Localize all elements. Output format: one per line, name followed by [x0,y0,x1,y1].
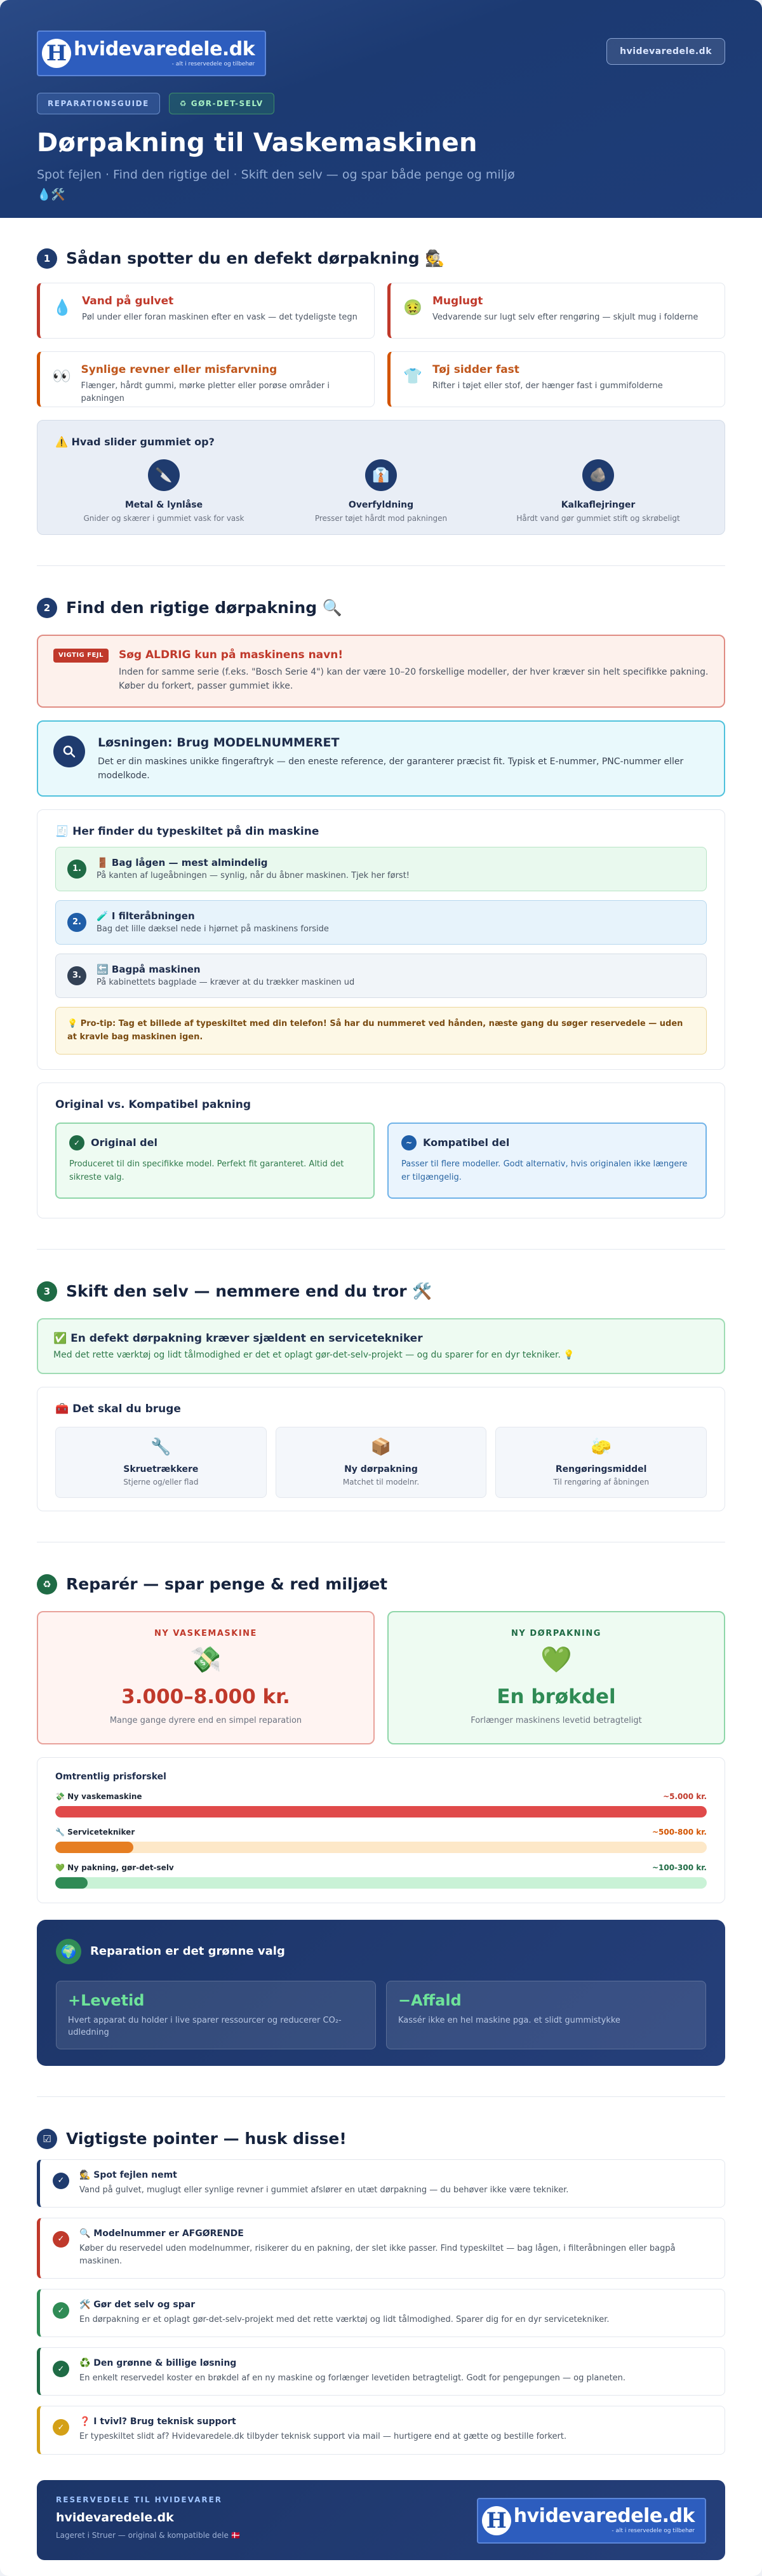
original-card [55,1123,375,1199]
warning-box [37,635,725,708]
symptom-title: Tøj sidder fast [432,363,519,376]
brand-tagline: - alt i reservedele og tilbehør [171,60,255,67]
point-title: ❓ I tvivl? Brug teknisk support [79,2417,236,2427]
footer [37,2480,725,2560]
bar-track [55,1842,707,1853]
eco-card [56,1981,376,2049]
step-text: Bag det lille dæksel nede i hjørnet på maskinens forside [97,924,329,934]
tools-title: 🧰 Det skal du bruge [55,1402,181,1415]
warning-title: Søg ALDRIG kun på maskinens navn! [118,649,344,661]
bar-value: ~500-800 kr. [652,1827,707,1837]
solution-title: Løsningen: Brug MODELNUMMERET [98,735,340,750]
step-text: På kanten af lugeåbningen — synlig, når du åbner maskinen. Tjek her først! [97,871,410,881]
page-title: Dørpakning til Vaskemaskinen [37,128,478,158]
bars-title: Omtrentlig prisforskel [55,1771,166,1782]
section-save [0,1574,762,2066]
symptom-card [37,283,375,339]
tilde-icon: ~ [401,1135,417,1150]
globe-icon: 🌍 [56,1939,81,1964]
step-number: 2. [67,913,86,932]
banner-title: ✅ En defekt dørpakning kræver sjældent en servicetekniker [53,1332,423,1345]
tool-title: Rengøringsmiddel [555,1464,647,1474]
eco-title: Reparation er det grønne valg [90,1945,285,1959]
symptom-text: Vedvarende sur lugt selv efter rengøring — skjult mug i folderne [432,313,698,322]
check-icon: ✓ [69,1135,84,1150]
location-step [55,900,707,945]
warning-tag: VIGTIG FEJL [53,649,109,663]
money-icon: 💸 [190,1645,222,1675]
key-point [37,2218,725,2279]
step-title: 🚪 Bag lågen — mest almindelig [97,857,268,869]
bar-track [55,1877,707,1889]
bar-value: ~5.000 kr. [663,1791,707,1801]
symptom-title: Muglugt [432,295,483,307]
point-text: Er typeskiltet slidt af? Hvidevaredele.dk tilbyder teknisk support via mail — hurtigere end at gætte og bestille forkert. [79,2432,567,2442]
point-title: ♻️ Den grønne & billige løsning [79,2358,237,2369]
bar-label: 💚 Ny pakning, gør-det-selv [55,1863,174,1872]
price-bar [55,1828,707,1853]
wear-item-title: Overfyldning [348,500,414,510]
warning-text: Inden for samme serie (f.eks. "Bosch Serie 4") kan der være 10–20 forskellige modeller, der hver kræver sin helt specifikke pakning. Køber du forkert, passer gummiet ikke. [118,667,709,692]
compare-box [37,1082,725,1218]
nameplate-title: 🧾 Her finder du typeskiltet på din maskine [55,825,319,838]
price-bar [55,1792,707,1817]
eyes-icon: 👀 [52,367,72,385]
knife-icon: 🔪 [148,459,180,491]
symptom-title: Vand på gulvet [82,295,174,307]
search-icon [53,736,85,767]
price-label: NY VASKEMASKINE [154,1628,257,1638]
footer-name[interactable]: hvidevaredele.dk [56,2510,174,2525]
bar-fill [55,1877,88,1889]
check-icon: ✓ [53,2173,69,2189]
step-title: 🧪 I filteråbningen [97,910,195,922]
tool-text: Stjerne og/eller flad [123,1477,199,1487]
solution-box [37,720,725,797]
point-title: 🔍 Modelnummer er AFGØRENDE [79,2228,244,2239]
section-diy [0,1281,762,1511]
brand-logo[interactable] [37,30,266,76]
eco-big: +Levetid [68,1991,145,2009]
eco-text: Hvert apparat du holder i live sparer ressourcer og reducerer CO₂-udledning [68,2015,342,2038]
step-title: 🔙 Bagpå maskinen [97,964,201,976]
package-icon: 📦 [370,1437,392,1457]
gasket-price [387,1611,725,1744]
symptom-card [387,283,725,339]
check-icon: ✓ [53,2419,69,2436]
point-title: 🕵️ Spot fejlen nemt [79,2169,177,2180]
hero [0,0,762,218]
symptom-card [387,351,725,407]
divider [37,2096,725,2097]
step-number: 1. [67,860,86,879]
diy-banner [37,1318,725,1374]
logo-h-icon: H [482,2506,511,2535]
section-keypoints [0,2129,762,2455]
hero-emoji: 💧🛠️ [37,188,65,201]
tool-card [55,1427,267,1498]
brand-name: hvidevaredele.dk [513,2505,695,2528]
section-number: 3 [37,1281,57,1302]
brand-name: hvidevaredele.dk [74,37,255,60]
bar-track [55,1806,707,1817]
tool-title: Ny dørpakning [344,1464,418,1474]
brand-tagline: - alt i reservedele og tilbehør [612,2528,695,2535]
point-text: En dørpakning er et oplagt gør-det-selv-projekt med det rette værktøj og lidt tålmodighed. Sparer dig for en dyr servicetekniker. [79,2315,610,2325]
price-label: NY DØRPAKNING [511,1628,601,1638]
solution-text: Det er din maskines unikke fingeraftryk — den eneste reference, der garanterer præcist fit. Typisk et E-nummer, PNC-nummer eller modelkode. [98,756,684,781]
footer-sub: Lageret i Struer — original & kompatible dele 🇩🇰 [56,2530,241,2540]
eco-card [386,1981,706,2049]
key-point [37,2406,725,2454]
point-title: 🛠️ Gør det selv og spar [79,2300,196,2310]
point-text: Køber du reservedel uden modelnummer, risikerer du en pakning, der slet ikke passer. Find typeskiltet — bag lågen, i filteråbningen eller bagpå maskinen. [79,2243,676,2267]
card-title: Original del [91,1136,157,1149]
symptom-text: Rifter i tøjet eller stof, der hænger fast i gummifolderne [432,381,663,391]
tool-title: Skruetrækkere [123,1464,199,1474]
key-point [37,2159,725,2208]
symptom-text: Flænger, hårdt gummi, mørke pletter eller porøse områder i pakningen [81,381,330,403]
section-number: 1 [37,248,57,269]
section-title: Vigtigste pointer — husk disse! [66,2129,347,2148]
tshirt-icon: 👕 [403,367,422,385]
pro-tip: 💡 Pro-tip: Tag et billede af typeskiltet med din telefon! Så har du nummeret ved hånden, næste gang du søger reservedele — uden at kravle bag maskinen igen. [55,1007,707,1055]
green-heart-icon: 💚 [540,1645,572,1675]
check-icon: ✓ [53,2361,69,2377]
new-machine-price [37,1611,375,1744]
footer-kicker: RESERVEDELE TIL HVIDEVARER [56,2495,223,2504]
price-text: Forlænger maskinens levetid betragteligt [471,1715,642,1725]
check-icon: ✓ [53,2302,69,2319]
price-value: En brøkdel [497,1685,616,1708]
site-link[interactable]: hvidevaredele.dk [606,38,725,65]
point-text: Vand på gulvet, muglugt eller synlige revner i gummiet afslører en utæt dørpakning — du behøver ikke være tekniker. [79,2185,569,2195]
price-text: Mange gange dyrere end en simpel reparation [109,1715,302,1725]
bar-value: ~100-300 kr. [652,1863,707,1872]
logo-h-icon: H [42,39,71,68]
wear-item [55,459,272,523]
divider [37,1249,725,1250]
bar-label: 💸 Ny vaskemaskine [55,1791,142,1801]
section-title: Sådan spotter du en defekt dørpakning 🕵️ [66,249,445,267]
tool-card [495,1427,707,1498]
bar-fill [55,1842,133,1853]
section-spot [0,248,762,535]
check-icon: ✓ [53,2231,69,2248]
chip-diy: ♻ GØR-DET-SELV [169,93,274,114]
tool-text: Matchet til modelnr. [342,1477,420,1487]
section-title: Skift den selv — nemmere end du tror 🛠️ [66,1281,432,1300]
wrench-icon: 🔧 [150,1437,171,1457]
section-number: 2 [37,598,57,618]
divider [37,565,725,566]
banner-text: Med det rette værktøj og lidt tålmodighed er det et oplagt gør-det-selv-projekt — og du sparer for en dyr tekniker. 💡 [53,1349,575,1360]
shirt-icon: 👔 [365,459,397,491]
sponge-icon: 🧽 [591,1437,612,1457]
step-number: 3. [67,966,86,985]
wear-item-text: Hårdt vand gør gummiet stift og skrøbeligt [516,514,680,523]
wear-item-text: Presser tøjet hårdt mod pakningen [314,514,448,523]
eco-text: Kassér ikke en hel maskine pga. et slidt gummistykke [398,2015,620,2025]
key-point [37,2347,725,2396]
water-drop-icon: 💧 [53,299,72,316]
wear-item [490,459,707,523]
recycle-icon: ♻ [37,1574,57,1595]
point-text: En enkelt reservedel koster en brøkdel af en ny maskine og forlænger levetiden betragteligt. Godt for pengepungen — og planeten. [79,2373,626,2384]
tools-box [37,1387,725,1511]
step-text: På kabinettets bagplade — kræver at du trækker maskinen ud [97,978,355,988]
nauseated-face-icon: 🤢 [403,299,422,316]
eco-box [37,1920,725,2066]
tool-card [276,1427,487,1498]
wear-item-title: Metal & lynlåse [124,500,203,510]
compare-title: Original vs. Kompatibel pakning [55,1098,251,1111]
rock-icon: 🪨 [582,459,614,491]
symptom-card [37,351,375,407]
compatible-card [387,1123,707,1199]
section-title: Find den rigtige dørpakning 🔍 [66,598,342,617]
symptom-text: Pøl under eller foran maskinen efter en vask — det tydeligste tegn [82,313,358,322]
eco-big: −Affald [398,1991,462,2009]
price-bar [55,1863,707,1889]
price-comparison [37,1757,725,1903]
wear-item-text: Gnider og skærer i gummiet vask for vask [83,514,244,523]
chip-guide: REPARATIONSGUIDE [37,93,160,114]
wear-causes-box [37,420,725,535]
section-title: Reparér — spar penge & red miljøet [66,1575,388,1594]
nameplate-box [37,809,725,1070]
bar-fill [55,1806,707,1817]
price-value: 3.000–8.000 kr. [121,1685,290,1708]
bar-label: 🔧 Servicetekniker [55,1827,135,1837]
card-text: Passer til flere modeller. Godt alternativ, hvis originalen ikke længere er tilgængelig. [401,1159,688,1182]
section-find [0,598,762,1218]
wear-item [272,459,490,523]
card-text: Produceret til din specifikke model. Perfekt fit garanteret. Altid det sikreste valg. [69,1159,344,1182]
card-title: Kompatibel del [423,1136,510,1149]
wear-title: ⚠️ Hvad slider gummiet op? [55,436,215,448]
location-step [55,847,707,891]
page-subtitle: Spot fejlen · Find den rigtige del · Skift den selv — og spar både penge og miljø [37,168,515,182]
symptom-title: Synlige revner eller misfarvning [81,363,277,376]
key-point [37,2289,725,2337]
footer-logo[interactable] [477,2498,706,2544]
tool-text: Til rengøring af åbningen [553,1477,650,1487]
wear-item-title: Kalkaflejringer [561,500,636,510]
location-step [55,954,707,998]
checklist-icon: ☑ [37,2129,57,2149]
